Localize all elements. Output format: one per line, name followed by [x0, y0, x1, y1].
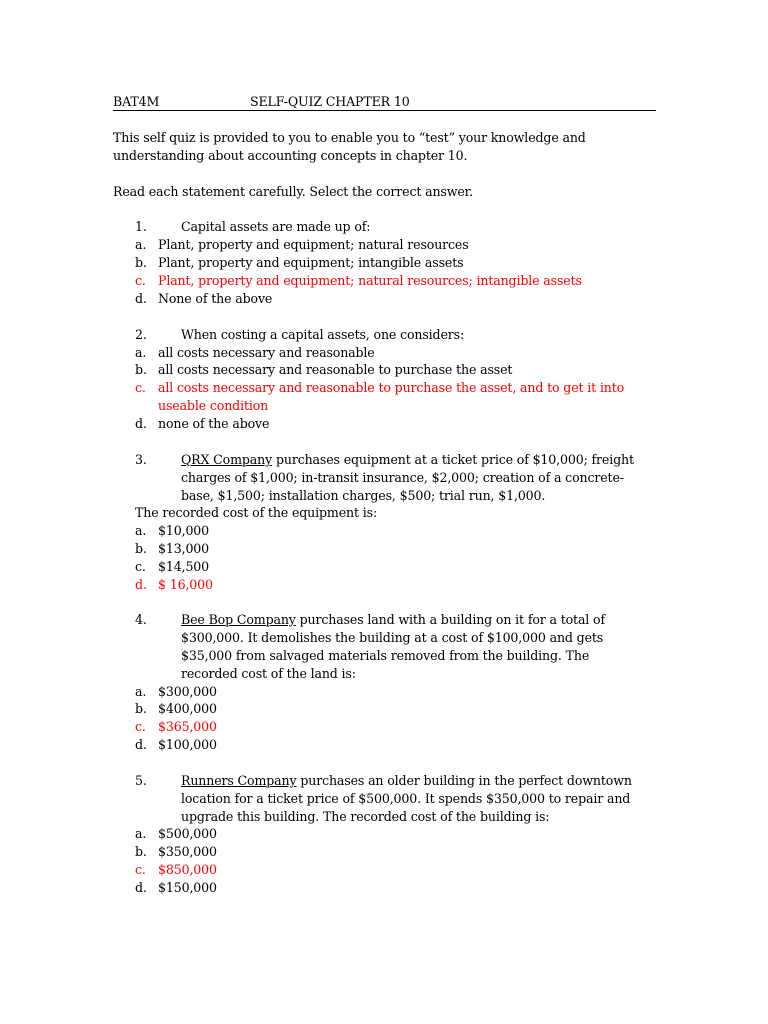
q3-option-b — [135, 540, 147, 558]
option-letter: b. — [135, 541, 147, 556]
q1-option-a — [135, 236, 146, 254]
company-name: QRX Company — [181, 452, 273, 467]
option-letter: a. — [135, 237, 147, 252]
question-3-line-1 — [181, 451, 634, 469]
q4-option-d — [135, 736, 147, 754]
option-letter: d. — [135, 577, 147, 592]
option-letter: a. — [135, 523, 147, 538]
question-1-number: 1. — [135, 219, 147, 234]
q3-option-d-text-correct-answer: $ 16,000 — [158, 577, 213, 592]
question-3-line-2: charges of $1,000; in-transit insurance, $2,000; creation of a concrete- — [181, 470, 624, 485]
q5-option-a-text: $500,000 — [158, 826, 217, 841]
option-letter: d. — [135, 416, 147, 431]
question-3-line-3: base, $1,500; installation charges, $500; trial run, $1,000. — [181, 488, 546, 503]
question-5-line-3: upgrade this building. The recorded cost of the building is: — [181, 809, 550, 824]
q2-option-c-text-continued: useable condition — [158, 398, 269, 413]
q5-option-d-text: $150,000 — [158, 880, 217, 895]
option-letter: a. — [135, 345, 147, 360]
question-4-line-1-rest: purchases land with a building on it for a total of — [295, 612, 605, 627]
company-name: Runners Company — [181, 773, 297, 788]
question-5-number: 5. — [135, 773, 147, 788]
q3-option-b-text: $13,000 — [158, 541, 210, 556]
question-4-number: 4. — [135, 612, 147, 627]
question-1-text: Capital assets are made up of: — [181, 219, 371, 234]
option-letter: a. — [135, 684, 147, 699]
option-letter: d. — [135, 880, 147, 895]
instructions: Read each statement carefully. Select the correct answer. — [113, 184, 474, 199]
q2-option-c — [135, 379, 146, 397]
q1-option-c-text-correct-answer: Plant, property and equipment; natural resources; intangible assets — [158, 273, 582, 288]
q2-option-b — [135, 361, 147, 379]
q4-option-d-text: $100,000 — [158, 737, 217, 752]
q5-option-c-text-correct-answer: $850,000 — [158, 862, 217, 877]
option-letter: b. — [135, 255, 147, 270]
question-2-number: 2. — [135, 327, 147, 342]
option-letter: b. — [135, 362, 147, 377]
q4-option-b — [135, 700, 147, 718]
q5-option-b — [135, 843, 147, 861]
q1-option-a-text: Plant, property and equipment; natural resources — [158, 237, 469, 252]
question-4-line-2: $300,000. It demolishes the building at a cost of $100,000 and gets — [181, 630, 604, 645]
q1-option-b-text: Plant, property and equipment; intangible assets — [158, 255, 464, 270]
question-5-line-1 — [181, 772, 632, 790]
intro-line-1: This self quiz is provided to you to enable you to “test” your knowledge and — [113, 130, 586, 145]
header-rule — [113, 110, 656, 111]
q1-option-c — [135, 272, 146, 290]
option-letter: b. — [135, 844, 147, 859]
q4-option-a-text: $300,000 — [158, 684, 217, 699]
intro-line-2: understanding about accounting concepts in chapter 10. — [113, 148, 468, 163]
q4-option-c — [135, 718, 146, 736]
q1-option-d-text: None of the above — [158, 291, 273, 306]
option-letter: c. — [135, 862, 146, 877]
question-3-line-1-rest: purchases equipment at a ticket price of $10,000; freight — [272, 452, 634, 467]
question-5-line-2: location for a ticket price of $500,000. It spends $350,000 to repair and — [181, 791, 631, 806]
q1-option-d — [135, 290, 147, 308]
q2-option-c-text-correct-answer: all costs necessary and reasonable to purchase the asset, and to get it into — [158, 380, 625, 395]
q2-option-a-text: all costs necessary and reasonable — [158, 345, 375, 360]
q2-option-d-text: none of the above — [158, 416, 270, 431]
q3-option-a-text: $10,000 — [158, 523, 210, 538]
option-letter: a. — [135, 826, 147, 841]
q5-option-b-text: $350,000 — [158, 844, 217, 859]
q2-option-b-text: all costs necessary and reasonable to purchase the asset — [158, 362, 513, 377]
question-4-line-3: $35,000 from salvaged materials removed from the building. The — [181, 648, 590, 663]
q3-option-d — [135, 576, 147, 594]
q4-option-c-text-correct-answer: $365,000 — [158, 719, 217, 734]
option-letter: b. — [135, 701, 147, 716]
option-letter: c. — [135, 273, 146, 288]
q3-option-c-text: $14,500 — [158, 559, 210, 574]
option-letter: c. — [135, 380, 146, 395]
q4-option-b-text: $400,000 — [158, 701, 217, 716]
question-2-text: When costing a capital assets, one considers: — [181, 327, 465, 342]
option-letter: c. — [135, 719, 146, 734]
company-name: Bee Bop Company — [181, 612, 296, 627]
q5-option-a — [135, 825, 146, 843]
page-title: SELF-QUIZ CHAPTER 10 — [250, 94, 410, 109]
q4-option-a — [135, 683, 146, 701]
question-3-number: 3. — [135, 452, 147, 467]
q3-option-c — [135, 558, 146, 576]
q2-option-d — [135, 415, 147, 433]
question-3-stem: The recorded cost of the equipment is: — [135, 505, 378, 520]
q3-option-a — [135, 522, 146, 540]
option-letter: d. — [135, 737, 147, 752]
option-letter: d. — [135, 291, 147, 306]
question-4-line-4: recorded cost of the land is: — [181, 666, 356, 681]
q5-option-c — [135, 861, 146, 879]
q1-option-b — [135, 254, 147, 272]
course-code: BAT4M — [113, 94, 160, 109]
question-4-line-1 — [181, 611, 605, 629]
q5-option-d — [135, 879, 147, 897]
q2-option-a — [135, 344, 146, 362]
question-5-line-1-rest: purchases an older building in the perfect downtown — [296, 773, 632, 788]
option-letter: c. — [135, 559, 146, 574]
